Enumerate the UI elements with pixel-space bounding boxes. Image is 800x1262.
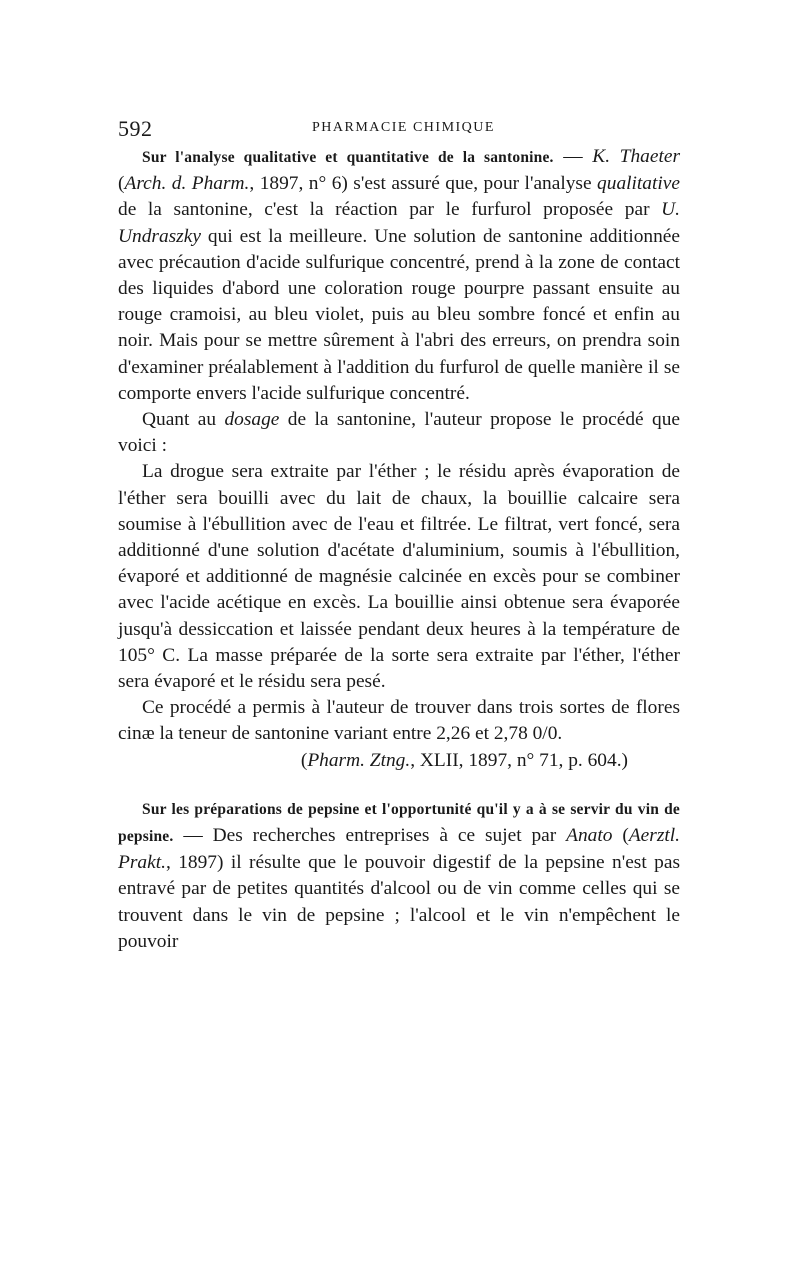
citation: (Pharm. Ztng., XLII, 1897, n° 71, p. 604.)	[300, 749, 628, 771]
page-number: 592	[118, 116, 153, 141]
emphasis-qualitative: qualitative	[597, 173, 680, 195]
citation-journal: Pharm. Ztng.	[307, 749, 411, 771]
journal-name: Arch. d. Pharm.	[124, 173, 250, 195]
article-santonine-paragraph-1: Sur l'analyse qualitative et quantitative de la santonine. — K. Thaeter (Arch. d. Pharm., 1897, n° 6) s'est assuré que, pour l'analyse qualitative de la santonine, c'est la réaction par le furfurol proposée par U. Undraszky qui est la meilleure. Une solution de santonine additionnée avec précaution d'acide sulfurique concentré, prend à la zone de contact des liquides d'abord une coloration rouge pourpre passant ensuite au rouge cramoisi, au bleu violet, puis au bleu sombre foncé et enfin au noir. Mais pour se mettre sûrement à l'abri des erreurs, on prendra soin d'examiner préalablement à l'addition du furfurol de quelle manière il se comporte envers l'acide sulfurique concentré.	[118, 146, 680, 404]
author-name: K. Thaeter	[592, 146, 680, 167]
emphasis-dosage: dosage	[224, 409, 280, 431]
author-name-2: U. Undraszky	[118, 199, 680, 247]
article-pepsine-paragraph-1: Sur les préparations de pepsine et l'opportunité qu'il y a à se servir du vin de pepsine. — Des recherches entreprises à ce sujet par Anato (Aerztl. Prakt., 1897) il résulte que le pouvoir digestif de la pepsine n'est pas entravé par de petites quantités d'alcool ou de vin comme celles qui se trouvent dans le vin de pepsine ; l'alcool et le vin n'empêchent le pouvoir	[118, 800, 680, 952]
page-header	[118, 116, 682, 140]
article-title-pepsine: Sur les préparations de pepsine et l'opportunité qu'il y a à se servir du vin de pepsine.	[118, 800, 680, 846]
author-name-3: Anato	[566, 825, 613, 847]
article-santonine-paragraph-3: La drogue sera extraite par l'éther ; le résidu après évaporation de l'éther sera bouilli avec du lait de chaux, la bouillie calcaire sera soumise à l'ébullition avec de l'eau et filtrée. Le filtrat, vert foncé, sera additionné d'une solution d'acétate d'aluminium, soumis à l'ébullition, évaporé et additionné de magnésie calcinée en excès pour se combiner avec l'acide acétique en excès. La bouillie ainsi obtenue sera évaporée jusqu'à dessiccation et laissée pendant deux heures à la température de 105° C. La masse préparée de la sorte sera extraite par l'éther, l'éther sera évaporé et le résidu sera pesé.	[118, 461, 680, 693]
article-santonine-paragraph-2: Quant au dosage de la santonine, l'auteur propose le procédé que voici :	[118, 409, 680, 457]
journal-name-2: Aerztl. Prakt.	[118, 825, 680, 874]
body-text	[118, 144, 680, 955]
running-head: PHARMACIE CHIMIQUE	[312, 120, 495, 135]
article-santonine-paragraph-4: Ce procédé a permis à l'auteur de trouver dans trois sortes de flores cinæ la teneur de santonine variant entre 2,26 et 2,78 0/0.	[118, 697, 680, 745]
article-title-santonine: Sur l'analyse qualitative et quantitative de la santonine.	[142, 149, 554, 166]
